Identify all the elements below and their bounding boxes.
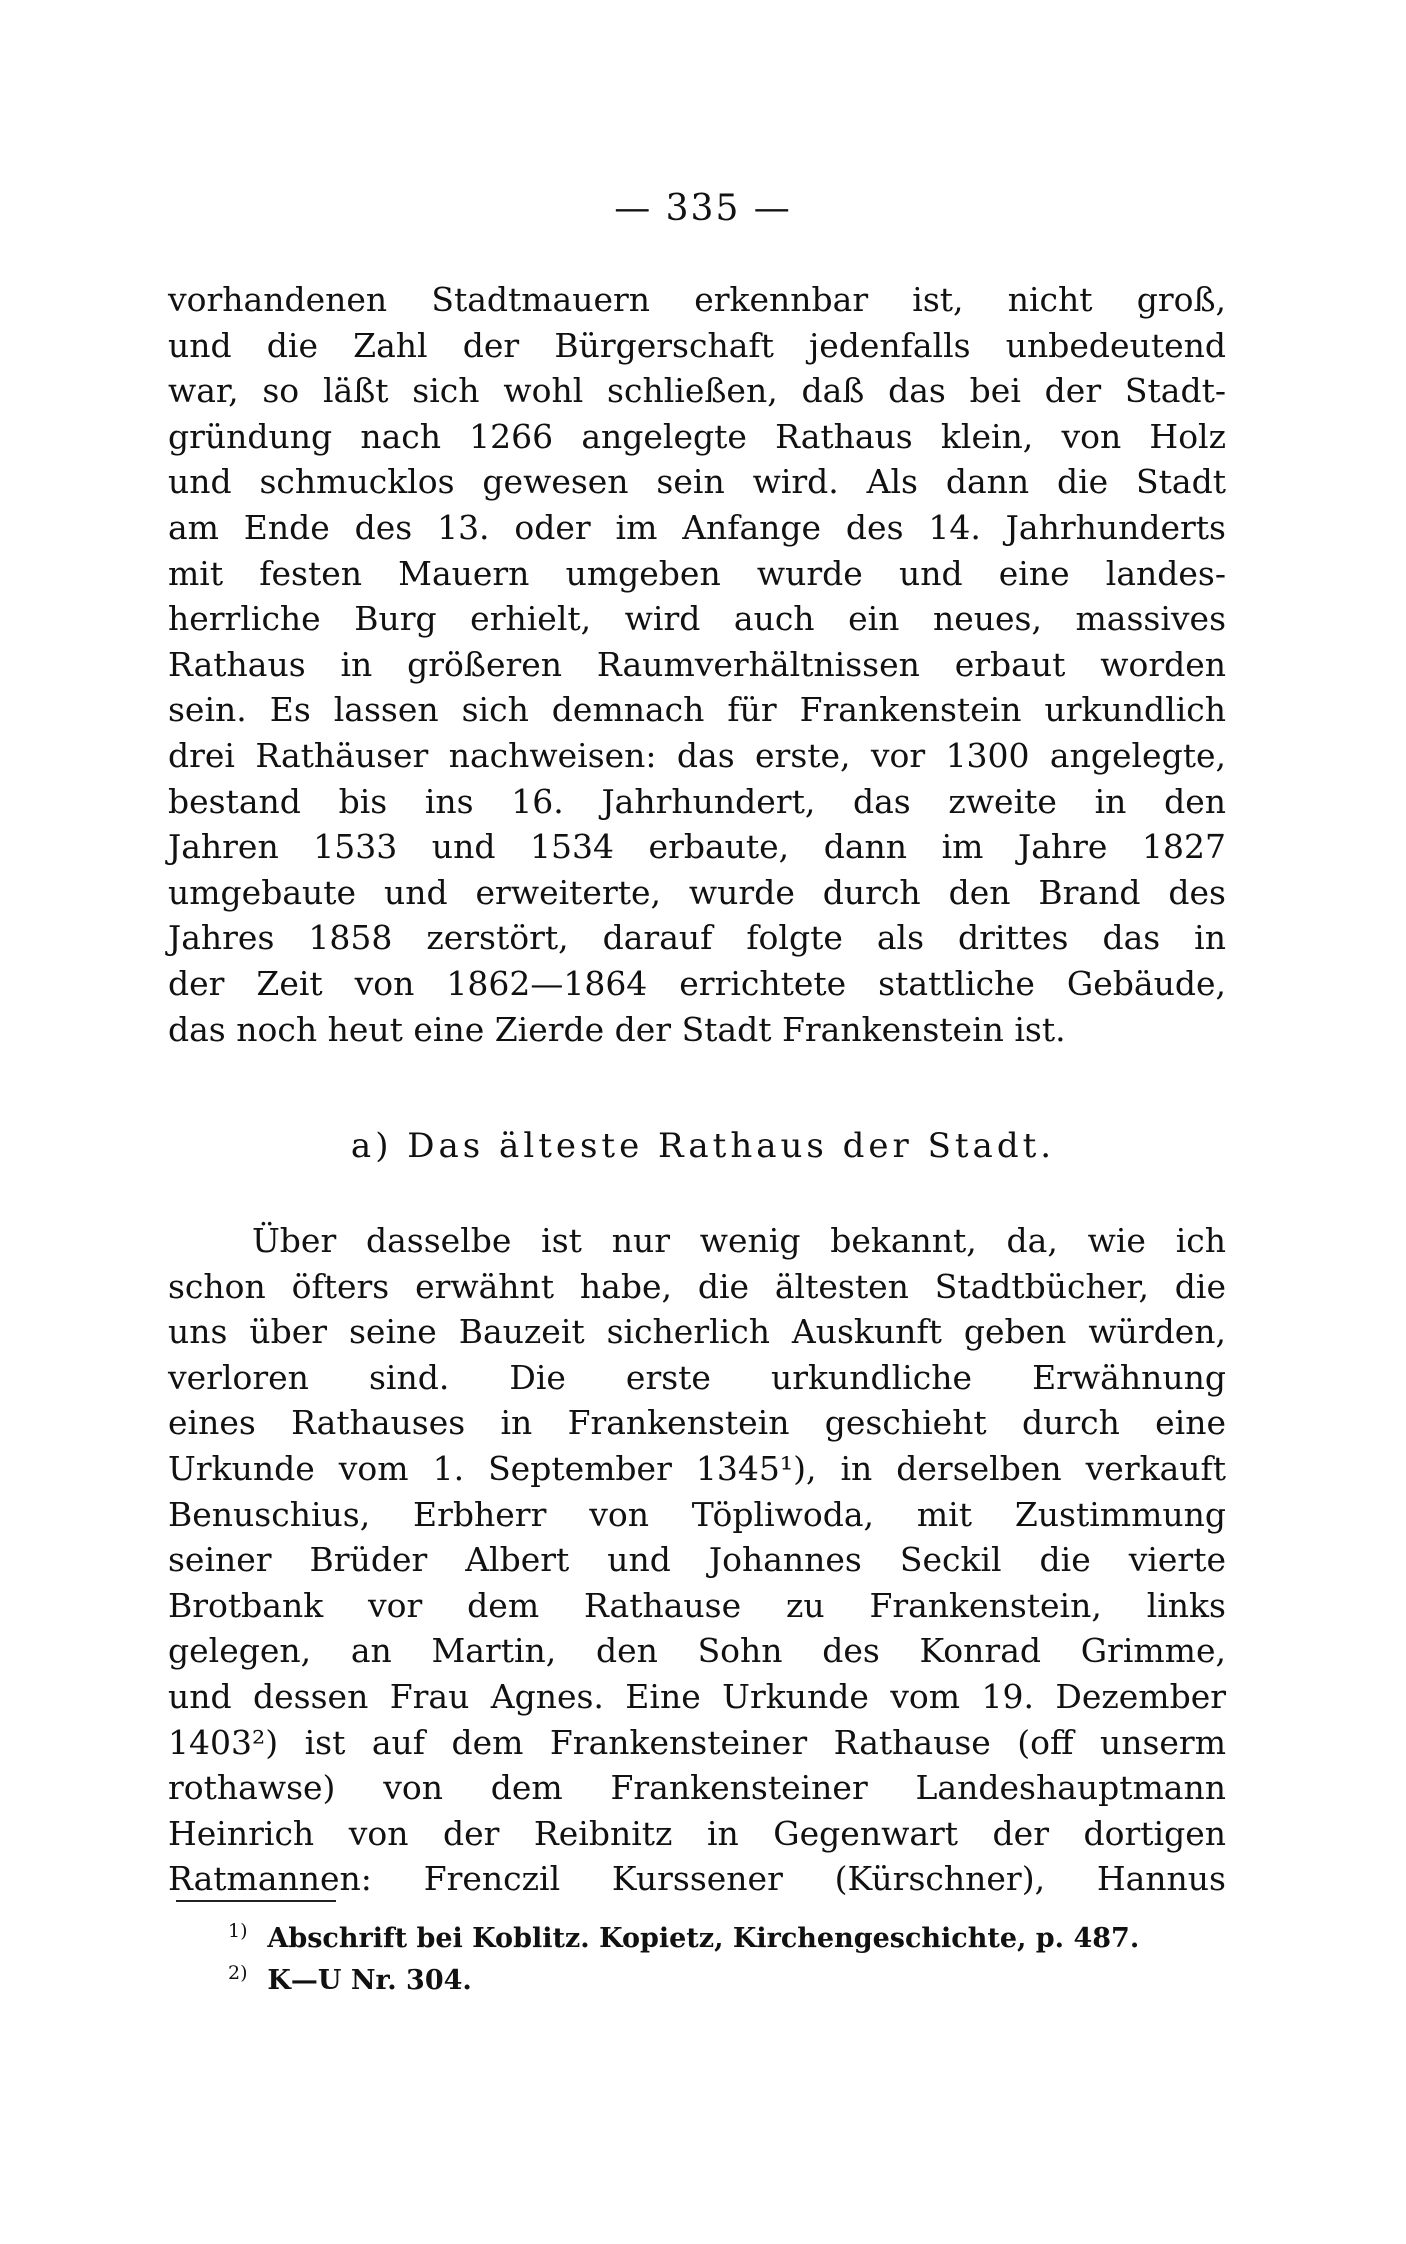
text-line: und schmucklos gewesen sein wird. Als dann die Stadt [168,462,1226,502]
text-line: schon öfters erwähnt habe, die ältesten Stadtbücher, die [168,1266,1226,1306]
footnote-text: K—U Nr. 304. [267,1965,472,1996]
text-line: umgebaute und erweiterte, wurde durch den Brand des [168,872,1226,912]
text-line: 1403²) ist auf dem Frankensteiner Rathause (off unserm [168,1722,1226,1762]
text-line: am Ende des 13. oder im Anfange des 14. Jahrhunderts [168,507,1226,547]
footnote-divider [176,1900,336,1902]
paragraph-2 [168,1218,1226,1902]
text-line: eines Rathauses in Frankenstein geschieht durch eine [168,1403,1226,1443]
text-line: Urkunde vom 1. September 1345¹), in derselben verkauft [168,1448,1226,1488]
text-line: herrliche Burg erhielt, wird auch ein neues, massives [168,599,1226,639]
footnote-2: 2) K—U Nr. 304. [228,1962,472,1996]
text-line: Brotbank vor dem Rathause zu Frankenstein, links [168,1585,1226,1625]
text-line: Benuschius, Erbherr von Töpliwoda, mit Zustimmung [168,1494,1226,1534]
text-line: Jahren 1533 und 1534 erbaute, dann im Jahre 1827 [168,827,1226,867]
text-line: Rathaus in größeren Raumverhältnissen erbaut worden [168,644,1226,684]
text-line: war, so läßt sich wohl schließen, daß das bei der Stadt- [168,371,1226,411]
text-line: und dessen Frau Agnes. Eine Urkunde vom 19. Dezember [168,1676,1226,1716]
text-line: mit festen Mauern umgeben wurde und eine landes- [168,553,1226,593]
text-line: uns über seine Bauzeit sicherlich Auskunft geben würden, [168,1312,1226,1352]
footnote-text: Abschrift bei Koblitz. Kopietz, Kirchengeschichte, p. 487. [267,1923,1140,1954]
text-line: Über dasselbe ist nur wenig bekannt, da, wie ich [252,1221,1226,1260]
section-heading: a) Das älteste Rathaus der Stadt. [350,1126,1056,1166]
text-line: das noch heut eine Zierde der Stadt Frankenstein ist. [168,1009,1066,1049]
text-line: sein. Es lassen sich demnach für Frankenstein urkundlich [168,690,1226,730]
text-line: der Zeit von 1862—1864 errichtete stattliche Gebäude, [168,963,1226,1003]
footnote-1: 1) Abschrift bei Koblitz. Kopietz, Kirchengeschichte, p. 487. [228,1920,1140,1954]
text-line: und die Zahl der Bürgerschaft jedenfalls unbedeutend [168,325,1226,365]
text-line: rothawse) von dem Frankensteiner Landeshauptmann [168,1768,1226,1808]
text-line: gelegen, an Martin, den Sohn des Konrad Grimme, [168,1631,1226,1671]
text-line: gründung nach 1266 angelegte Rathaus klein, von Holz [168,416,1226,456]
text-line: Heinrich von der Reibnitz in Gegenwart der dortigen [168,1813,1226,1853]
text-line: drei Rathäuser nachweisen: das erste, vor 1300 angelegte, [168,735,1226,775]
text-line: Ratmannen: Frenczil Kurssener (Kürschner), Hannus [168,1859,1226,1899]
page-number: — 335 — [614,188,792,229]
footnotes [228,1918,1218,2002]
text-line: vorhandenen Stadtmauern erkennbar ist, nicht groß, [168,280,1226,319]
text-line: bestand bis ins 16. Jahrhundert, das zweite in den [168,781,1226,821]
text-line: verloren sind. Die erste urkundliche Erwähnung [168,1357,1226,1397]
paragraph-1 [168,277,1226,1052]
text-line: seiner Brüder Albert und Johannes Seckil die vierte [168,1540,1226,1580]
text-line: Jahres 1858 zerstört, darauf folgte als drittes das in [168,918,1226,958]
